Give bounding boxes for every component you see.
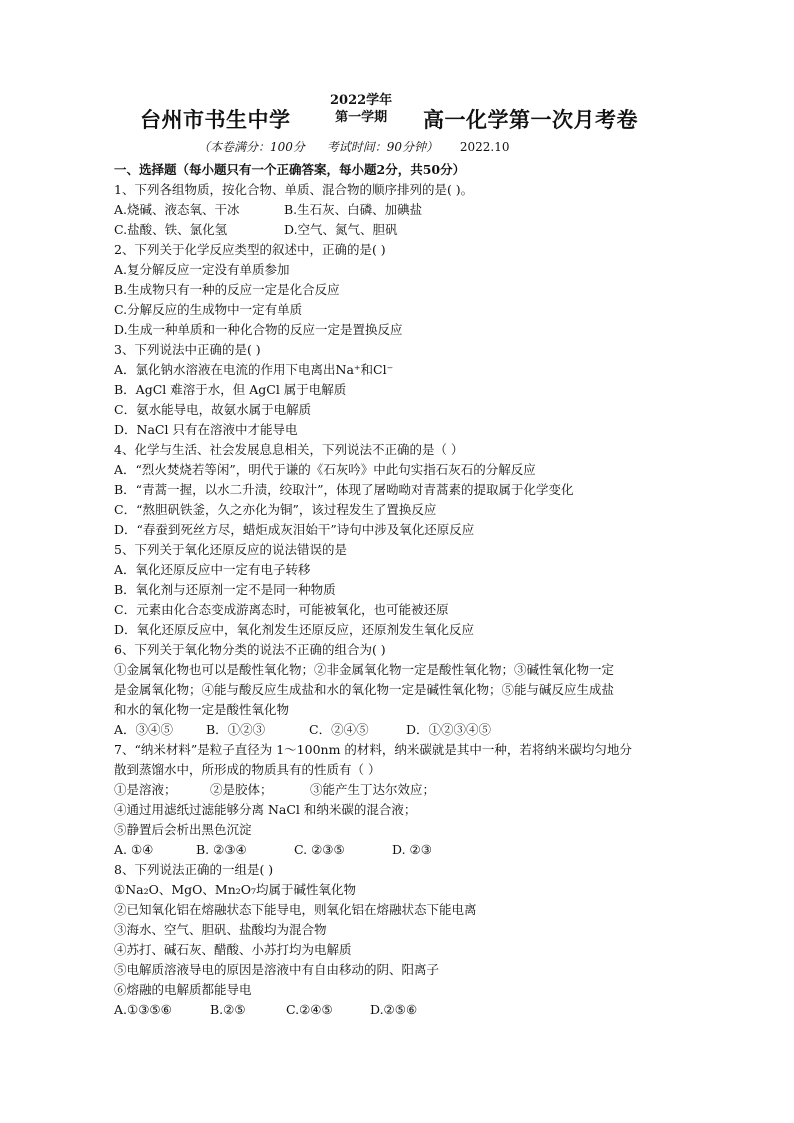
question-8-statement-3: ③海水、空气、胆矾、盐酸均为混合物 — [114, 922, 327, 937]
question-8-statement-4: ④苏打、碱石灰、醋酸、小苏打均为电解质 — [114, 942, 352, 957]
question-3-option-b: B．AgCl 难溶于水，但 AgCl 属于电解质 — [114, 382, 347, 397]
exam-time: 考试时间：90分钟） — [326, 140, 439, 154]
question-4-stem: 4、化学与生活、社会发展息息相关，下列说法不正确的是（ ） — [114, 442, 464, 457]
question-1-options-row-2 — [114, 220, 694, 240]
question-4-option-a: A．“烈火焚烧若等闲”，明代于谦的《石灰吟》中此句实指石灰石的分解反应 — [114, 462, 536, 477]
question-3-stem: 3、下列说法中正确的是( ) — [114, 342, 261, 357]
question-6-options-row — [114, 720, 694, 740]
question-7-stem-line-1: 7、“纳米材料”是粒子直径为 1～100nm 的材料，纳米碳就是其中一种，若将纳米碳均匀地分 — [114, 742, 632, 757]
exam-date: 2022.10 — [459, 140, 510, 154]
question-7-statements-row-1 — [114, 780, 694, 800]
question-8-option-b: B.②⑤ — [210, 1002, 246, 1017]
question-7-options-row — [114, 840, 694, 860]
question-5-option-c: C．元素由化合态变成游离态时，可能被氧化，也可能被还原 — [114, 602, 449, 617]
question-3-option-a: A．氯化钠水溶液在电流的作用下电离出Na⁺和Cl⁻ — [114, 362, 394, 377]
question-6-stem: 6、下列关于氧化物分类的说法不正确的组合为( ) — [114, 642, 386, 657]
question-4-option-b: B．“青蒿一握，以水二升渍，绞取汁”，体现了屠呦呦对青蒿素的提取属于化学变化 — [114, 482, 574, 497]
question-1-stem: 1、下列各组物质，按化合物、单质、混合物的顺序排列的是( )。 — [114, 182, 474, 197]
question-7-statement-2: ②是胶体； — [210, 782, 273, 797]
exam-info — [198, 138, 527, 155]
question-content — [114, 160, 694, 1020]
question-3-option-c: C．氨水能导电，故氨水属于电解质 — [114, 402, 312, 417]
question-8-stem: 8、下列说法正确的一组是( ) — [114, 862, 274, 877]
question-2-option-a: A.复分解反应一定没有单质参加 — [114, 262, 290, 277]
question-8-option-c: C.②④⑤ — [286, 1002, 333, 1017]
question-2-option-c: C.分解反应的生成物中一定有单质 — [114, 302, 303, 317]
question-6-statement-line-1: ①金属氧化物也可以是酸性氧化物；②非金属氧化物一定是酸性氧化物；③碱性氧化物一定 — [114, 662, 615, 677]
question-1-option-a: A.烧碱、液态氧、干冰 — [114, 202, 240, 217]
question-7-stem-line-2: 散到蒸馏水中，所形成的物质具有的性质有（ ） — [114, 762, 381, 777]
question-7-statement-4: ④通过用滤纸过滤能够分离 NaCl 和纳米碳的混合液； — [114, 802, 417, 817]
question-6-option-c: C．②④⑤ — [309, 722, 369, 737]
question-6-option-d: D．①②③④⑤ — [406, 722, 492, 737]
question-5-option-b: B．氧化剂与还原剂一定不是同一种物质 — [114, 582, 336, 597]
question-6-option-b: B．①②③ — [206, 722, 266, 737]
question-4-option-c: C．“熬胆矾铁釜，久之亦化为铜”，该过程发生了置换反应 — [114, 502, 437, 517]
question-1-option-c: C.盐酸、铁、氯化氢 — [114, 222, 228, 237]
academic-year: 2022学年 — [330, 93, 393, 108]
exam-title: 高一化学第一次月考卷 — [423, 107, 638, 132]
section-heading: 一、选择题（每小题只有一个正确答案，每小题2分，共50分） — [114, 162, 466, 177]
question-1-option-d: D.空气、氮气、胆矾 — [284, 222, 398, 237]
school-name: 台州市书生中学 — [140, 107, 291, 132]
question-2-stem: 2、下列关于化学反应类型的叙述中，正确的是( ) — [114, 242, 386, 257]
question-1-options-row-1 — [114, 200, 694, 220]
question-7-statement-3: ③能产生丁达尔效应； — [310, 782, 436, 797]
term: 第一学期 — [335, 110, 388, 125]
question-7-option-c: C. ②③⑤ — [294, 842, 345, 857]
question-7-statement-1: ①是溶液； — [114, 782, 177, 797]
exam-title-block — [140, 92, 680, 136]
question-5-option-d: D．氧化还原反应中，氧化剂发生还原反应，还原剂发生氧化反应 — [114, 622, 475, 637]
question-8-option-a: A.①③⑤⑥ — [114, 1002, 172, 1017]
question-1-option-b: B.生石灰、白磷、加碘盐 — [284, 202, 423, 217]
question-7-statement-5: ⑤静置后会析出黑色沉淀 — [114, 822, 252, 837]
question-2-option-d: D.生成一种单质和一种化合物的反应一定是置换反应 — [114, 322, 403, 337]
question-7-option-a: A. ①④ — [114, 842, 154, 857]
question-3-option-d: D．NaCl 只有在溶液中才能导电 — [114, 422, 298, 437]
question-5-stem: 5、下列关于氧化还原反应的说法错误的是 — [114, 542, 347, 557]
academic-term — [330, 92, 392, 126]
question-6-statement-line-2: 是金属氧化物；④能与酸反应生成盐和水的氧化物一定是碱性氧化物；⑤能与碱反应生成盐 — [114, 682, 615, 697]
question-8-statement-2: ②已知氧化铝在熔融状态下能导电，则氧化铝在熔融状态下能电离 — [114, 902, 477, 917]
question-6-option-a: A．③④⑤ — [114, 722, 174, 737]
question-8-statement-6: ⑥熔融的电解质都能导电 — [114, 982, 252, 997]
question-4-option-d: D．“春蚕到死丝方尽，蜡炬成灰泪始干”诗句中涉及氧化还原反应 — [114, 522, 475, 537]
full-score: （本卷满分：100分 — [198, 140, 305, 154]
question-6-statement-line-3: 和水的氧化物一定是酸性氧化物 — [114, 702, 290, 717]
question-8-options-row — [114, 1000, 694, 1020]
question-8-option-d: D.②⑤⑥ — [370, 1002, 418, 1017]
question-8-statement-1: ①Na₂O、MgO、Mn₂O₇均属于碱性氧化物 — [114, 882, 357, 897]
question-7-option-d: D. ②③ — [392, 842, 432, 857]
question-7-option-b: B. ②③④ — [196, 842, 247, 857]
question-5-option-a: A．氧化还原反应中一定有电子转移 — [114, 562, 311, 577]
question-2-option-b: B.生成物只有一种的反应一定是化合反应 — [114, 282, 340, 297]
question-8-statement-5: ⑤电解质溶液导电的原因是溶液中有自由移动的阴、阳离子 — [114, 962, 440, 977]
